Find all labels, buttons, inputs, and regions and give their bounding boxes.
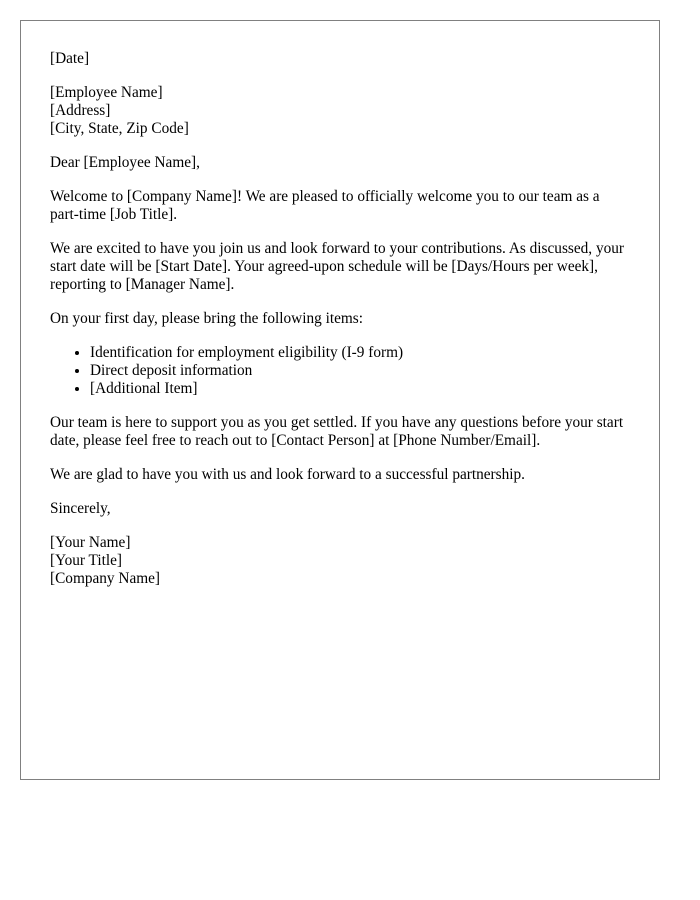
support-paragraph: Our team is here to support you as you get settled. If you have any questions before your start date, please feel free to reach out to [Contact Person] at [Phone Number/Email]. xyxy=(50,414,624,449)
letter-date: [Date] xyxy=(50,50,90,67)
welcome-paragraph: Welcome to [Company Name]! We are pleased to officially welcome you to our team as a part-time [Job Title]. xyxy=(50,188,600,223)
signer-title: [Your Title] xyxy=(50,552,122,569)
list-item: • [Additional Item] xyxy=(90,380,631,398)
salutation: Dear [Employee Name], xyxy=(50,154,200,171)
closing: Sincerely, xyxy=(50,500,111,517)
list-item: • Identification for employment eligibility (I-9 form) xyxy=(90,344,631,362)
recipient-city-state-zip: [City, State, Zip Code] xyxy=(50,120,189,137)
signature-block xyxy=(50,534,631,588)
items-intro: On your first day, please bring the following items: xyxy=(50,310,363,327)
letter-page xyxy=(20,20,660,780)
recipient-name: [Employee Name] xyxy=(50,84,163,101)
items-list xyxy=(50,344,631,398)
recipient-address xyxy=(50,84,631,138)
signer-company: [Company Name] xyxy=(50,570,161,587)
details-paragraph: We are excited to have you join us and look forward to your contributions. As discussed, your start date will be [Start Date]. Your agreed-upon schedule will be [Days/Hours per week], reporting to [Manager Name]. xyxy=(50,240,624,293)
recipient-street: [Address] xyxy=(50,102,111,119)
signer-name: [Your Name] xyxy=(50,534,131,551)
list-item: • Direct deposit information xyxy=(90,362,631,380)
closing-paragraph: We are glad to have you with us and look forward to a successful partnership. xyxy=(50,466,525,483)
